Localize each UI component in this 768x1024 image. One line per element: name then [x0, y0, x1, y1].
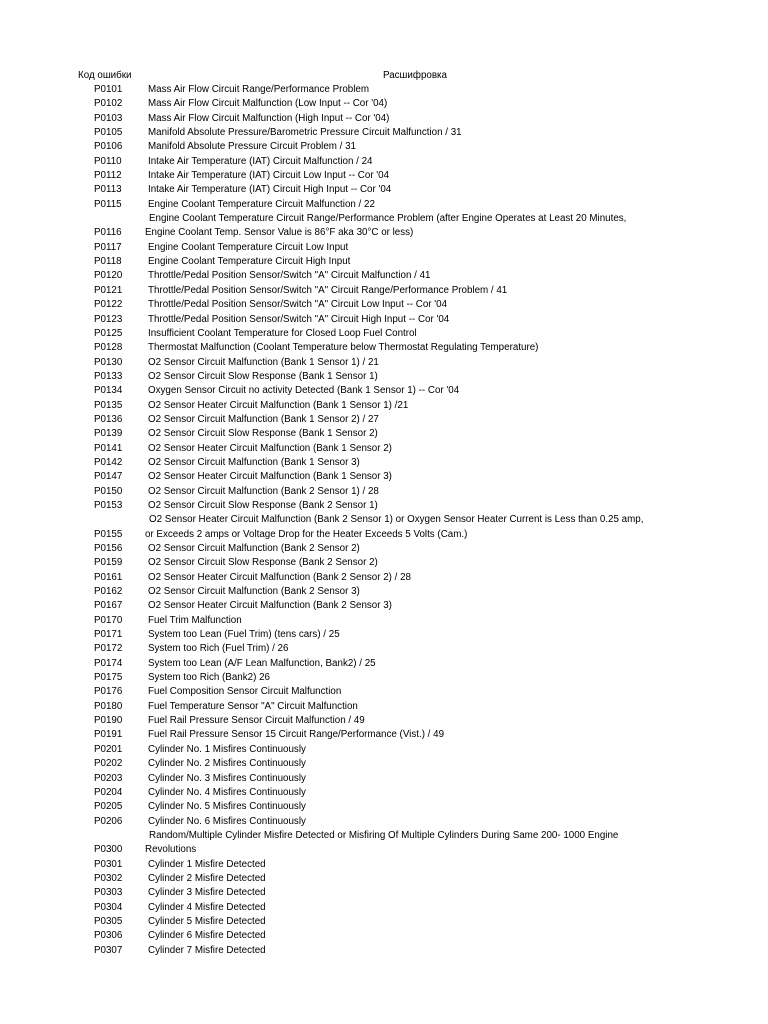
error-description: Fuel Composition Sensor Circuit Malfunction: [148, 686, 342, 698]
error-description: Cylinder No. 4 Misfires Continuously: [148, 786, 306, 798]
table-row: [0, 126, 768, 140]
error-description-line-1: O2 Sensor Heater Circuit Malfunction (Bank 2 Sensor 1) or Oxygen Sensor Heater Current is Less than 0.25 amp,: [149, 514, 644, 526]
error-description: System too Lean (Fuel Trim) (tens cars) / 25: [148, 629, 340, 641]
table-row: [0, 298, 768, 312]
error-description: System too Lean (A/F Lean Malfunction, Bank2) / 25: [148, 657, 376, 669]
table-row: [0, 642, 768, 656]
error-description: O2 Sensor Circuit Malfunction (Bank 2 Sensor 2): [148, 543, 360, 554]
table-row: [0, 585, 768, 599]
table-row: [0, 944, 768, 958]
error-description: Fuel Rail Pressure Sensor Circuit Malfunction / 49: [148, 715, 365, 727]
error-code: P0116: [94, 227, 122, 239]
table-row: [0, 628, 768, 642]
error-description: O2 Sensor Heater Circuit Malfunction (Bank 1 Sensor 1) /21: [148, 399, 409, 411]
column-header-description: Расшифровка: [383, 70, 448, 81]
table-row: [0, 384, 768, 398]
error-code: P0191: [94, 729, 123, 741]
error-code: P0201: [94, 743, 123, 755]
table-row: [0, 671, 768, 685]
table-row: [0, 757, 768, 771]
error-code: P0203: [94, 772, 123, 784]
error-code: P0170: [94, 614, 123, 626]
error-description-line-2: Engine Coolant Temp. Sensor Value is 86°F aka 30°C or less): [145, 227, 414, 239]
error-description: Insufficient Coolant Temperature for Closed Loop Fuel Control: [148, 327, 417, 339]
error-code: P0167: [94, 600, 123, 612]
table-row: [0, 284, 768, 298]
error-description: Cylinder No. 2 Misfires Continuously: [148, 758, 306, 770]
table-row: [0, 169, 768, 183]
table-row: [0, 212, 768, 241]
error-description: Fuel Rail Pressure Sensor 15 Circuit Range/Performance (Vist.) / 49: [148, 729, 445, 741]
table-row: [0, 241, 768, 255]
error-code: P0110: [94, 155, 122, 167]
error-description: Cylinder 4 Misfire Detected: [148, 901, 266, 913]
table-row: [0, 327, 768, 341]
column-header-code: Код ошибки: [78, 70, 132, 81]
table-row: [0, 356, 768, 370]
table-row: [0, 269, 768, 283]
error-description: Fuel Trim Malfunction: [148, 614, 242, 626]
table-row: [0, 198, 768, 212]
error-description-line-1: Engine Coolant Temperature Circuit Range/Performance Problem (after Engine Operates at Least 20 Minutes,: [149, 213, 627, 225]
error-code: P0130: [94, 356, 123, 368]
error-code: P0101: [94, 84, 123, 95]
error-code: P0122: [94, 299, 123, 311]
table-row: [0, 815, 768, 829]
table-row: [0, 599, 768, 613]
table-row: [0, 442, 768, 456]
error-description: Mass Air Flow Circuit Malfunction (Low Input -- Cor '04): [148, 98, 388, 110]
error-code: P0135: [94, 399, 123, 411]
error-description: Engine Coolant Temperature Circuit High Input: [148, 256, 351, 268]
error-code: P0156: [94, 543, 123, 554]
error-description: System too Rich (Fuel Trim) / 26: [148, 643, 289, 655]
table-row: [0, 83, 768, 97]
error-description: O2 Sensor Circuit Slow Response (Bank 2 Sensor 2): [148, 557, 378, 569]
table-row: [0, 542, 768, 556]
error-description: O2 Sensor Circuit Malfunction (Bank 2 Sensor 3): [148, 586, 360, 598]
error-code: P0123: [94, 313, 123, 325]
error-code: P0303: [94, 887, 123, 899]
table-row: [0, 858, 768, 872]
error-code: P0171: [94, 629, 123, 641]
error-code: P0304: [94, 901, 123, 913]
error-code: P0134: [94, 385, 123, 397]
error-code: P0105: [94, 127, 123, 139]
error-code: P0120: [94, 270, 123, 282]
error-description: System too Rich (Bank2) 26: [148, 672, 270, 684]
error-description: Cylinder No. 1 Misfires Continuously: [148, 743, 306, 755]
error-code: P0142: [94, 456, 123, 468]
table-row: [0, 513, 768, 542]
table-row: [0, 470, 768, 484]
error-code: P0162: [94, 586, 123, 598]
error-code: P0204: [94, 786, 123, 798]
error-description: Intake Air Temperature (IAT) Circuit Malfunction / 24: [148, 155, 373, 167]
error-code: P0117: [94, 241, 122, 253]
table-row: [0, 155, 768, 169]
table-row: [0, 786, 768, 800]
error-code: P0155: [94, 528, 123, 540]
table-row: [0, 657, 768, 671]
table-row: [0, 370, 768, 384]
error-description: Mass Air Flow Circuit Range/Performance Problem: [148, 84, 370, 95]
error-code: P0172: [94, 643, 123, 655]
table-row: [0, 886, 768, 900]
table-row: [0, 772, 768, 786]
table-row: [0, 714, 768, 728]
table-row: [0, 915, 768, 929]
error-description-line-2: Revolutions: [145, 844, 197, 856]
error-code: P0136: [94, 413, 123, 425]
table-row: [0, 313, 768, 327]
error-code: P0161: [94, 571, 123, 583]
error-code: P0300: [94, 844, 123, 856]
error-description: O2 Sensor Circuit Malfunction (Bank 2 Sensor 1) / 28: [148, 485, 379, 497]
error-description: Manifold Absolute Pressure/Barometric Pressure Circuit Malfunction / 31: [148, 127, 462, 139]
table-row: [0, 872, 768, 886]
error-description: Throttle/Pedal Position Sensor/Switch "A" Circuit High Input -- Cor '04: [148, 313, 450, 325]
table-row: [0, 800, 768, 814]
error-description: Cylinder 6 Misfire Detected: [148, 930, 266, 942]
error-code: P0112: [94, 170, 122, 182]
error-description: O2 Sensor Circuit Slow Response (Bank 2 Sensor 1): [148, 499, 378, 511]
table-row: [0, 556, 768, 570]
error-description: Engine Coolant Temperature Circuit Low Input: [148, 241, 349, 253]
table-row: [0, 341, 768, 355]
error-description: Fuel Temperature Sensor "A" Circuit Malfunction: [148, 700, 358, 712]
error-description: Intake Air Temperature (IAT) Circuit High Input -- Cor '04: [148, 184, 392, 196]
table-row: [0, 571, 768, 585]
error-description: Cylinder No. 5 Misfires Continuously: [148, 801, 306, 813]
table-row: [0, 255, 768, 269]
table-row: [0, 112, 768, 126]
error-description: [145, 829, 708, 858]
table-row: [0, 743, 768, 757]
table-header: [0, 69, 768, 83]
error-code: P0141: [94, 442, 123, 454]
error-description: O2 Sensor Heater Circuit Malfunction (Bank 2 Sensor 3): [148, 600, 392, 612]
error-description: Cylinder 1 Misfire Detected: [148, 858, 266, 870]
table-row: [0, 485, 768, 499]
error-code: P0118: [94, 256, 122, 268]
error-description: Oxygen Sensor Circuit no activity Detected (Bank 1 Sensor 1) -- Cor '04: [148, 385, 460, 397]
error-description: Mass Air Flow Circuit Malfunction (High Input -- Cor '04): [148, 112, 390, 124]
error-code: P0206: [94, 815, 123, 827]
error-code: P0205: [94, 801, 123, 813]
error-code: P0180: [94, 700, 123, 712]
error-description: Cylinder 7 Misfire Detected: [148, 944, 266, 956]
error-description-line-1: Random/Multiple Cylinder Misfire Detected or Misfiring Of Multiple Cylinders During Same 200- 1000 Engine: [149, 829, 619, 841]
table-row: [0, 499, 768, 513]
error-code: P0302: [94, 872, 123, 884]
table-row: [0, 614, 768, 628]
error-code: P0102: [94, 98, 123, 110]
table-row: [0, 929, 768, 943]
error-description: Throttle/Pedal Position Sensor/Switch "A" Circuit Low Input -- Cor '04: [148, 299, 448, 311]
error-code: P0175: [94, 672, 123, 684]
table-row: [0, 140, 768, 154]
table-row: [0, 829, 768, 858]
error-description: Thermostat Malfunction (Coolant Temperature below Thermostat Regulating Temperature): [148, 342, 539, 354]
error-code: P0103: [94, 112, 123, 124]
error-description: O2 Sensor Heater Circuit Malfunction (Bank 1 Sensor 2): [148, 442, 392, 454]
error-code: P0150: [94, 485, 123, 497]
table-row: [0, 901, 768, 915]
error-description: Intake Air Temperature (IAT) Circuit Low Input -- Cor '04: [148, 170, 390, 182]
error-code: P0115: [94, 198, 122, 210]
error-description: Throttle/Pedal Position Sensor/Switch "A" Circuit Range/Performance Problem / 41: [148, 284, 508, 296]
error-description-line-2: or Exceeds 2 amps or Voltage Drop for the Heater Exceeds 5 Volts (Cam.): [145, 528, 468, 540]
error-description: [145, 212, 708, 241]
error-description: O2 Sensor Heater Circuit Malfunction (Bank 1 Sensor 3): [148, 471, 392, 483]
error-code: P0176: [94, 686, 123, 698]
error-description: O2 Sensor Heater Circuit Malfunction (Bank 2 Sensor 2) / 28: [148, 571, 412, 583]
error-code: P0113: [94, 184, 122, 196]
table-row: [0, 183, 768, 197]
error-code: P0133: [94, 370, 123, 382]
error-description: Cylinder 5 Misfire Detected: [148, 915, 266, 927]
error-description: O2 Sensor Circuit Slow Response (Bank 1 Sensor 1): [148, 370, 378, 382]
error-code: P0147: [94, 471, 123, 483]
error-description: O2 Sensor Circuit Slow Response (Bank 1 Sensor 2): [148, 428, 378, 440]
table-row: [0, 456, 768, 470]
error-description: Cylinder No. 6 Misfires Continuously: [148, 815, 306, 827]
table-row: [0, 685, 768, 699]
error-code: P0153: [94, 499, 123, 511]
error-code: P0190: [94, 715, 123, 727]
error-code: P0305: [94, 915, 123, 927]
error-code: P0128: [94, 342, 123, 354]
error-description: Manifold Absolute Pressure Circuit Problem / 31: [148, 141, 357, 153]
error-description: Cylinder 2 Misfire Detected: [148, 872, 266, 884]
table-row: [0, 700, 768, 714]
table-row: [0, 97, 768, 111]
error-description: Cylinder No. 3 Misfires Continuously: [148, 772, 306, 784]
error-code: P0306: [94, 930, 123, 942]
error-description: Throttle/Pedal Position Sensor/Switch "A" Circuit Malfunction / 41: [148, 270, 431, 282]
error-code: P0301: [94, 858, 123, 870]
table-row: [0, 728, 768, 742]
error-code: P0307: [94, 944, 123, 956]
error-code-table: [0, 83, 768, 958]
error-description: Engine Coolant Temperature Circuit Malfunction / 22: [148, 198, 375, 210]
error-description: O2 Sensor Circuit Malfunction (Bank 1 Sensor 1) / 21: [148, 356, 379, 368]
error-code: P0202: [94, 758, 123, 770]
error-description: O2 Sensor Circuit Malfunction (Bank 1 Sensor 3): [148, 456, 360, 468]
error-code: P0121: [94, 284, 123, 296]
table-row: [0, 399, 768, 413]
error-description: [145, 513, 708, 542]
error-code: P0159: [94, 557, 123, 569]
error-code: P0106: [94, 141, 123, 153]
error-description: O2 Sensor Circuit Malfunction (Bank 1 Sensor 2) / 27: [148, 413, 379, 425]
error-code: P0174: [94, 657, 123, 669]
table-row: [0, 427, 768, 441]
error-description: Cylinder 3 Misfire Detected: [148, 887, 266, 899]
table-row: [0, 413, 768, 427]
error-code: P0139: [94, 428, 123, 440]
error-code: P0125: [94, 327, 123, 339]
